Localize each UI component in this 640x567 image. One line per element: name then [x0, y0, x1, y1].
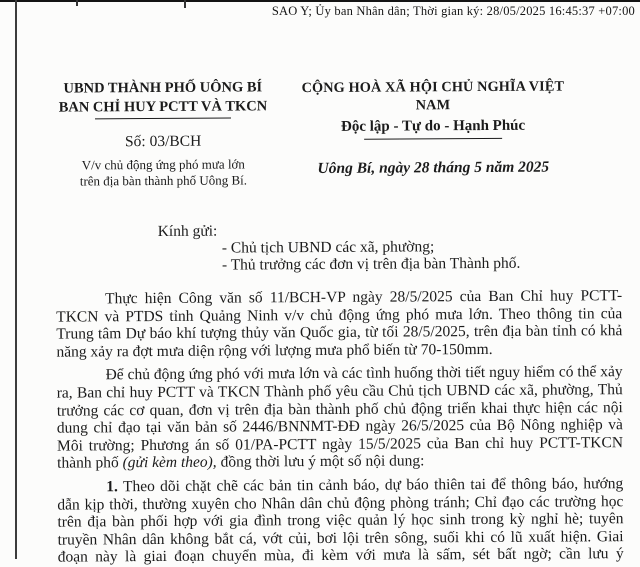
- recipients-block: [158, 221, 521, 274]
- national-motto: Độc lập - Tự do - Hạnh Phúc: [340, 117, 526, 135]
- org-name-underline: [95, 118, 231, 120]
- org-parent-name: UBND THÀNH PHỐ UÔNG BÍ: [63, 79, 263, 97]
- paragraph-2-text: Để chủ động ứng phó với mưa lớn và các tình huống thời tiết nguy hiểm có thể xảy ra, Ban chỉ huy PCTT và TKCN Thành phố yêu cầu Chủ tịch UBND các xã, phường, Thủ trưởng các cơ quan, đơn vị trên địa bàn thành phố chủ động triển khai thực hiện các nội dung chỉ đạo tại văn bản số 2446/BNNMT-ĐĐ ngày 26/5/2025 của Bộ Nông nghiệp và Môi trường; Phương án số 01/PA-PCTT ngày 15/5/2025 của Ban chỉ huy PCTT-TKCN thành phố: [56, 363, 624, 472]
- org-name: BAN CHỈ HUY PCTT VÀ TKCN: [58, 98, 268, 116]
- body-paragraph-1: Thực hiện Công văn số 11/BCH-VP ngày 28/5/2025 của Ban Chỉ huy PCTT-TKCN và PTDS tỉnh Quảng Ninh v/v chủ động ứng phó mưa lớn. Theo thông tin của Trung tâm Dự báo khí tượng thủy văn Quốc gia, từ tối 28/5/2025, trên địa bàn tỉnh có khả năng xảy ra đợt mưa diện rộng với lượng mưa phổ biến từ 70-150mm.: [56, 287, 623, 361]
- place-and-date-line: Uông Bí, ngày 28 tháng 5 năm 2025: [317, 159, 550, 178]
- paragraph-2-closing: đồng thời lưu ý một số nội dung:: [216, 452, 425, 471]
- national-header-block: [287, 78, 580, 179]
- document-subject: [47, 156, 279, 189]
- attachment-note: (gửi kèm theo),: [122, 453, 217, 472]
- recipient-item: - Thủ trưởng các đơn vị trên địa bàn Thành phố.: [221, 254, 521, 274]
- recipient-item: - Chủ tịch UBND các xã, phường;: [221, 238, 435, 257]
- document-number: Số: 03/BCH: [124, 132, 202, 151]
- document-body: [56, 287, 624, 566]
- issuing-org-block: [47, 78, 280, 189]
- subject-line-2: trên địa bàn thành phố Uông Bí.: [79, 172, 248, 189]
- subject-line-1: V/v chủ động ứng phó mưa lớn: [81, 156, 245, 173]
- recipient-list: [222, 238, 521, 274]
- motto-underline: [364, 138, 502, 140]
- national-title: CỘNG HOÀ XÃ HỘI CHỦ NGHĨA VIỆT NAM: [301, 78, 565, 114]
- body-paragraph-2: [57, 364, 624, 473]
- item-number: 1.: [106, 478, 118, 496]
- salutation: Kính gửi:: [157, 222, 218, 240]
- body-paragraph-3: [57, 475, 624, 566]
- paragraph-3-text: Theo dõi chặt chẽ các bản tin cảnh báo, dự báo thiên tai để thông báo, hướng dẫn kịp thời, thường xuyên cho Nhân dân chủ động phòng tránh; Chỉ đạo các trường học trên địa bàn phối hợp với gia đình trong việc quản lý học sinh trong kỳ nghỉ hè; tuyên truyền Nhân dân không bắt cá, vớt củi, bơi lội trên sông, suối khi có lũ xuất hiện. Giai đoạn này là giai đoạn chuyển mùa, đi kèm với mưa là sấm, sét bất ngờ; cần lưu ý: [57, 475, 624, 566]
- digital-copy-stamp-line: SAO Y; Ủy ban Nhân dân; Thời gian ký: 28/05/2025 16:45:37 +07:00: [271, 4, 635, 18]
